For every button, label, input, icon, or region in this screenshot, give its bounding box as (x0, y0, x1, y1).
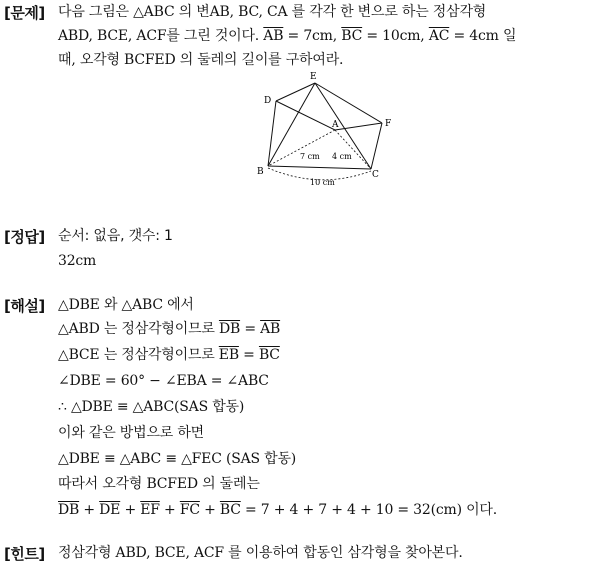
segment-bc-2: $\overline{BC}$ (258, 347, 280, 363)
answer-tag: [정답] (4, 228, 45, 246)
plus-sign: + (159, 502, 180, 518)
solution-line-8: 따라서 오각형 BCFED 의 둘레는 (58, 476, 260, 492)
segment-de-sum: $\overline{DE}$ (99, 502, 121, 518)
length-ab: 7 cm (300, 152, 320, 161)
edge-de (276, 83, 315, 101)
solution-line-7: △DBE ≡ △ABC ≡ △FEC (SAS 합동) (58, 451, 297, 467)
problem-line-1: 다음 그림은 △ABC 의 변AB, BC, CA 를 각각 한 변으로 하는 정삼각형 (58, 4, 487, 20)
problem-line-3: 때, 오각형 BCFED 의 둘레의 길이를 구하여라. (58, 52, 344, 68)
sum-result: = 7 + 4 + 7 + 4 + 10 = 32(cm) 이다. (240, 502, 497, 518)
solution-line-4: ∠DBE = 60° − ∠EBA = ∠ABC (58, 373, 269, 389)
segment-bc-sum: $\overline{BC}$ (219, 502, 241, 518)
segment-db-sum: $\overline{DB}$ (58, 502, 80, 518)
segment-bc-value: = 10cm, (362, 28, 429, 44)
problem-line-2-prefix: ABD, BCE, ACF를 그린 것이다. (58, 28, 264, 44)
solution-line-2-prefix: △ABD 는 정삼각형이므로 (58, 321, 219, 337)
equals-sign: = (240, 321, 261, 337)
edge-ef (315, 83, 382, 123)
edge-da (276, 101, 335, 130)
solution-line-9 (58, 501, 497, 519)
label-c: C (372, 170, 379, 180)
solution-line-5: ∴ △DBE ≡ △ABC(SAS 합동) (58, 399, 245, 415)
equals-sign: = (238, 347, 259, 363)
hint-text: 정삼각형 ABD, BCE, ACF 를 이용하여 합동인 삼각형을 찾아본다. (58, 545, 463, 561)
solution-line-2 (58, 320, 280, 338)
label-e: E (310, 72, 317, 82)
label-a: A (332, 120, 339, 130)
edge-ac (335, 130, 371, 169)
solution-line-6: 이와 같은 방법으로 하면 (58, 425, 204, 441)
solution-line-3 (58, 346, 280, 364)
problem-tag: [문제] (4, 4, 45, 22)
label-b: B (257, 167, 264, 177)
segment-eb: $\overline{EB}$ (218, 347, 239, 363)
segment-bc: $\overline{BC}$ (341, 28, 363, 44)
segment-ef-sum: $\overline{EF}$ (140, 502, 160, 518)
plus-sign: + (79, 502, 100, 518)
solution-line-1: △DBE 와 △ABC 에서 (58, 297, 194, 313)
edge-fc (371, 123, 382, 169)
edge-db (268, 101, 276, 166)
length-bc: 10 cm (310, 178, 335, 187)
segment-ab: $\overline{AB}$ (263, 28, 284, 44)
answer-value: 32cm (58, 253, 97, 269)
plus-sign: + (199, 502, 220, 518)
length-ac: 4 cm (332, 152, 352, 161)
geometry-figure (250, 68, 410, 193)
problem-line-2 (58, 27, 516, 45)
segment-fc-sum: $\overline{FC}$ (179, 502, 200, 518)
hint-tag: [힌트] (4, 545, 45, 563)
label-d: D (264, 96, 272, 106)
segment-ab-2: $\overline{AB}$ (260, 321, 281, 337)
segment-ab-value: = 7cm, (283, 28, 342, 44)
edge-bc (268, 166, 371, 169)
segment-db: $\overline{DB}$ (218, 321, 241, 337)
plus-sign: + (120, 502, 141, 518)
solution-line-3-prefix: △BCE 는 정삼각형이므로 (58, 347, 219, 363)
segment-ac: $\overline{AC}$ (428, 28, 450, 44)
segment-ac-value: = 4cm 일 (449, 28, 517, 44)
answer-meta: 순서: 없음, 갯수: 1 (58, 228, 173, 244)
label-f: F (385, 119, 392, 129)
solution-tag: [해설] (4, 297, 45, 315)
